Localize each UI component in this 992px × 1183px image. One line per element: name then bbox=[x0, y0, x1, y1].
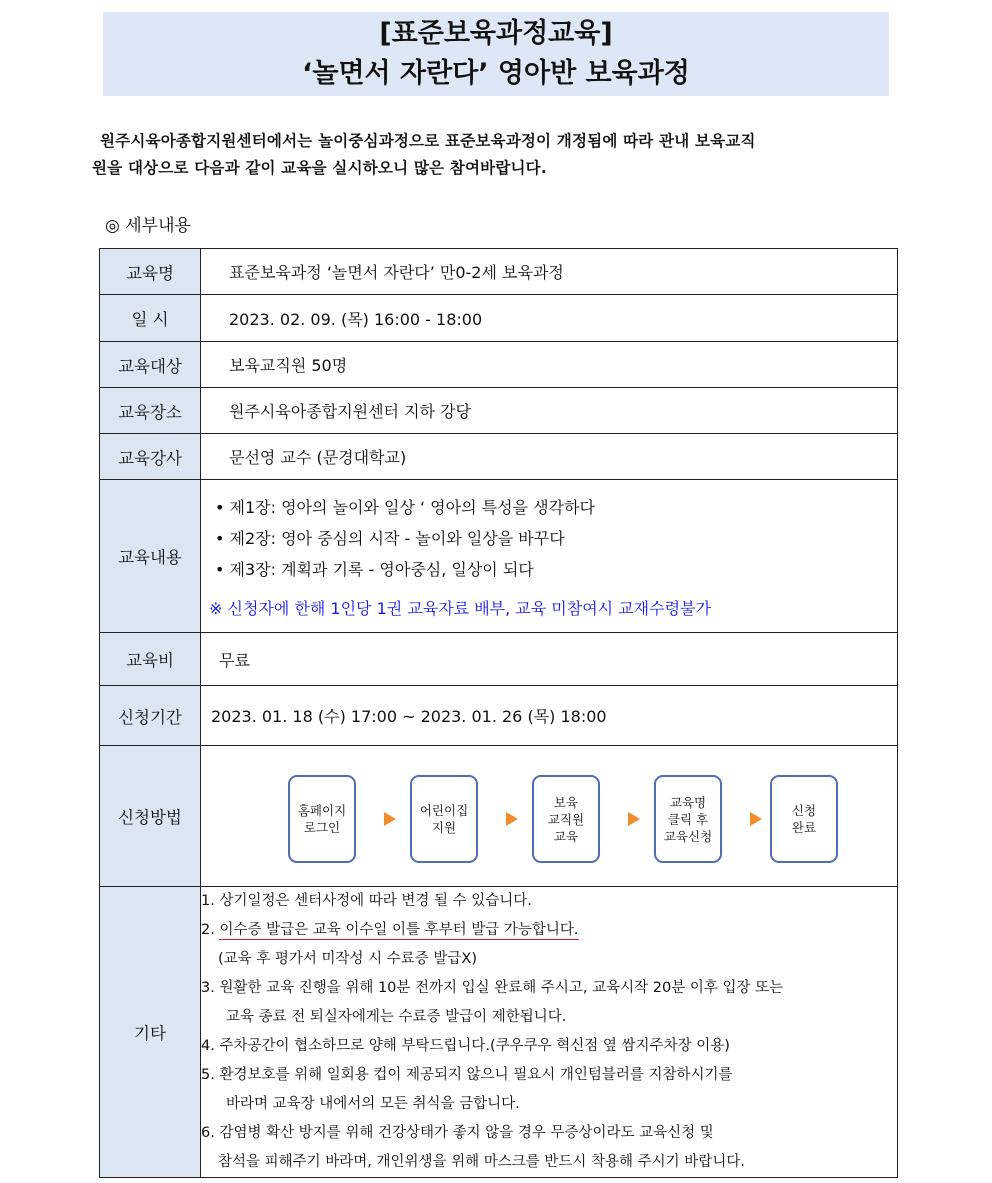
row-value-date: 2023. 02. 09. (목) 16:00 - 18:00 bbox=[201, 295, 898, 342]
row-label-etc: 기타 bbox=[100, 887, 201, 1178]
etc-line: 5. 환경보호를 위해 일회용 컵이 제공되지 않으니 필요시 개인텀블러를 지참하시기를 bbox=[201, 1067, 733, 1083]
row-value-content bbox=[201, 480, 898, 633]
document-subtitle: ‘놀면서 자란다’ 영아반 보육과정 bbox=[302, 58, 690, 89]
etc-line: 1. 상기일정은 센터사정에 따라 변경 될 수 있습니다. bbox=[201, 893, 532, 909]
etc-line: (교육 후 평가서 미작성 시 수료증 발급X) bbox=[218, 951, 478, 967]
etc-line: 6. 감염병 확산 방지를 위해 건강상태가 좋지 않을 경우 무증상이라도 교육신청 및 bbox=[201, 1125, 714, 1141]
content-item: • 제2장: 영아 중심의 시작 - 놀이와 일상을 바꾸다 bbox=[215, 528, 565, 548]
content-item: • 제1장: 영아의 놀이와 일상 ‘ 영아의 특성을 생각하다 bbox=[215, 497, 595, 517]
table-row bbox=[100, 746, 898, 887]
table-row bbox=[100, 295, 898, 342]
row-value-lecturer: 문선영 교수 (문경대학교) bbox=[201, 434, 898, 480]
row-label-content: 교육내용 bbox=[100, 480, 201, 633]
table-row bbox=[100, 887, 898, 1178]
row-value-course: 표준보육과정 ‘놀면서 자란다’ 만0-2세 보육과정 bbox=[201, 249, 898, 295]
table-row bbox=[100, 249, 898, 295]
arrow-right-icon bbox=[384, 812, 396, 826]
arrow-right-icon bbox=[506, 812, 518, 826]
row-value-period: 2023. 01. 18 (수) 17:00 ~ 2023. 01. 26 (목) 18:00 bbox=[201, 686, 898, 746]
row-label-period: 신청기간 bbox=[100, 686, 201, 746]
table-row bbox=[100, 434, 898, 480]
intro-paragraph bbox=[92, 128, 900, 182]
table-row bbox=[100, 686, 898, 746]
details-table bbox=[99, 248, 898, 1178]
step-box: 보육 교직원 교육 bbox=[532, 775, 600, 863]
section-title: ◎ 세부내용 bbox=[105, 216, 191, 236]
row-value-fee: 무료 bbox=[201, 633, 898, 686]
row-label-place: 교육장소 bbox=[100, 388, 201, 434]
row-value-method bbox=[201, 746, 898, 887]
content-item: • 제3장: 계획과 기록 - 영아중심, 일상이 되다 bbox=[215, 559, 534, 579]
document-title: [표준보육과정교육] bbox=[379, 18, 613, 49]
intro-line-2: 원을 대상으로 다음과 같이 교육을 실시하오니 많은 참여바랍니다. bbox=[92, 159, 547, 177]
title-banner bbox=[103, 12, 889, 96]
row-value-place: 원주시육아종합지원센터 지하 강당 bbox=[201, 388, 898, 434]
arrow-right-icon bbox=[750, 812, 762, 826]
etc-line: 교육 종료 전 퇴실자에게는 수료증 발급이 제한됩니다. bbox=[226, 1009, 567, 1025]
row-label-course: 교육명 bbox=[100, 249, 201, 295]
table-row bbox=[100, 388, 898, 434]
etc-line: 바라며 교육장 내에서의 모든 취식을 금합니다. bbox=[226, 1096, 520, 1112]
row-value-etc bbox=[201, 887, 898, 1178]
etc-line: 4. 주차공간이 협소하므로 양해 부탁드립니다.(쿠우쿠우 혁신점 옆 쌈지주차장 이용) bbox=[201, 1038, 730, 1054]
row-label-method: 신청방법 bbox=[100, 746, 201, 887]
row-label-fee: 교육비 bbox=[100, 633, 201, 686]
step-box: 신청 완료 bbox=[770, 775, 838, 863]
content-note: ※ 신청자에 한해 1인당 1권 교육자료 배부, 교육 미참여시 교재수령불가 bbox=[209, 598, 711, 618]
table-row bbox=[100, 480, 898, 633]
row-label-lecturer: 교육강사 bbox=[100, 434, 201, 480]
row-value-target: 보육교직원 50명 bbox=[201, 342, 898, 388]
arrow-right-icon bbox=[628, 812, 640, 826]
table-row bbox=[100, 342, 898, 388]
etc-line: 2. 이수증 발급은 교육 이수일 이틀 후부터 발급 가능합니다. bbox=[201, 922, 579, 938]
intro-line-1: 원주시육아종합지원센터에서는 놀이중심과정으로 표준보육과정이 개정됨에 따라 관내 보육교직 bbox=[100, 132, 756, 150]
application-flow bbox=[201, 747, 897, 885]
table-row bbox=[100, 633, 898, 686]
etc-line: 3. 원활한 교육 진행을 위해 10분 전까지 입실 완료해 주시고, 교육시작 20분 이후 입장 또는 bbox=[201, 980, 784, 996]
step-box: 홈페이지 로그인 bbox=[288, 775, 356, 863]
underlined-notice: 이수증 발급은 교육 이수일 이틀 후부터 발급 가능합니다. bbox=[219, 922, 579, 938]
step-box: 어린이집 지원 bbox=[410, 775, 478, 863]
step-box: 교육명 클릭 후 교육신청 bbox=[654, 775, 722, 863]
row-label-target: 교육대상 bbox=[100, 342, 201, 388]
etc-line: 참석을 피해주기 바라며, 개인위생을 위해 마스크를 반드시 착용해 주시기 바랍니다. bbox=[218, 1154, 745, 1170]
row-label-date: 일 시 bbox=[100, 295, 201, 342]
